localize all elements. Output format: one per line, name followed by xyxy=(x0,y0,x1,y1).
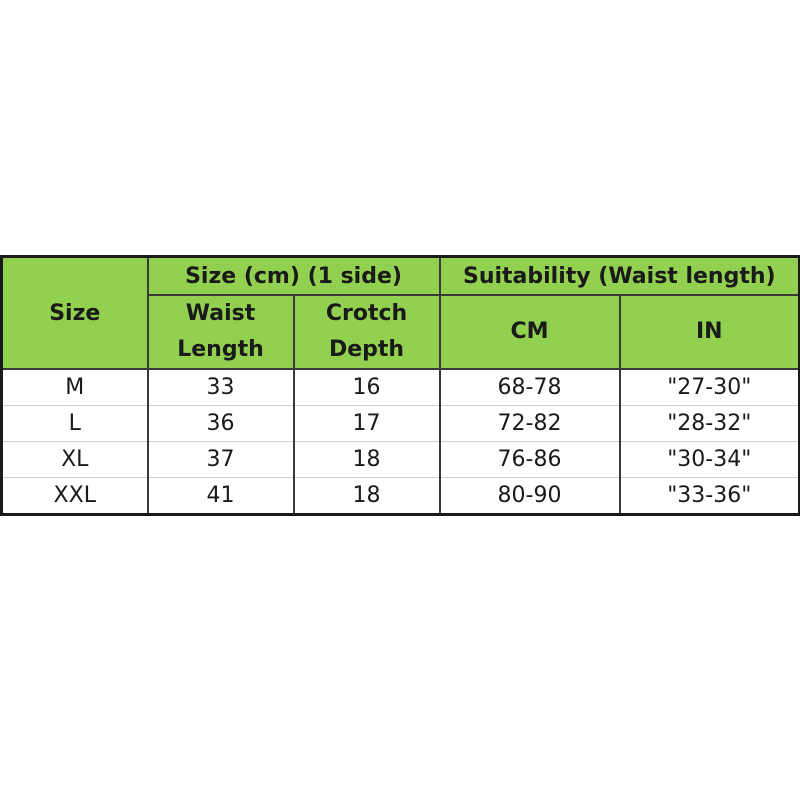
crotch-header-line2: Depth xyxy=(328,337,405,362)
crotch-depth-header xyxy=(294,295,440,369)
in-cell: "33-36" xyxy=(620,478,800,515)
in-header: IN xyxy=(620,295,800,369)
cm-header: CM xyxy=(440,295,620,369)
waist-cell: 33 xyxy=(148,369,294,406)
header-row-top xyxy=(2,257,800,296)
waist-header-line1: Waist xyxy=(185,301,256,326)
crotch-cell: 17 xyxy=(294,406,440,442)
table-row xyxy=(2,442,800,478)
crotch-header-line1: Crotch xyxy=(325,301,408,326)
size-cell: XL xyxy=(2,442,148,478)
cm-cell: 76-86 xyxy=(440,442,620,478)
table-row xyxy=(2,478,800,515)
cm-cell: 68-78 xyxy=(440,369,620,406)
suitability-header: Suitability (Waist length) xyxy=(440,257,800,296)
crotch-cell: 18 xyxy=(294,478,440,515)
waist-header-line2: Length xyxy=(177,337,264,362)
size-chart-body xyxy=(2,369,800,515)
table-row xyxy=(2,369,800,406)
size-cell: L xyxy=(2,406,148,442)
cm-cell: 80-90 xyxy=(440,478,620,515)
size-cell: M xyxy=(2,369,148,406)
waist-cell: 37 xyxy=(148,442,294,478)
size-cm-header: Size (cm) (1 side) xyxy=(148,257,440,296)
waist-cell: 41 xyxy=(148,478,294,515)
table-row xyxy=(2,406,800,442)
waist-length-header xyxy=(148,295,294,369)
size-chart-table xyxy=(0,255,800,516)
in-cell: "30-34" xyxy=(620,442,800,478)
cm-cell: 72-82 xyxy=(440,406,620,442)
size-header: Size xyxy=(2,257,148,370)
in-cell: "27-30" xyxy=(620,369,800,406)
crotch-cell: 18 xyxy=(294,442,440,478)
waist-cell: 36 xyxy=(148,406,294,442)
crotch-cell: 16 xyxy=(294,369,440,406)
size-cell: XXL xyxy=(2,478,148,515)
in-cell: "28-32" xyxy=(620,406,800,442)
